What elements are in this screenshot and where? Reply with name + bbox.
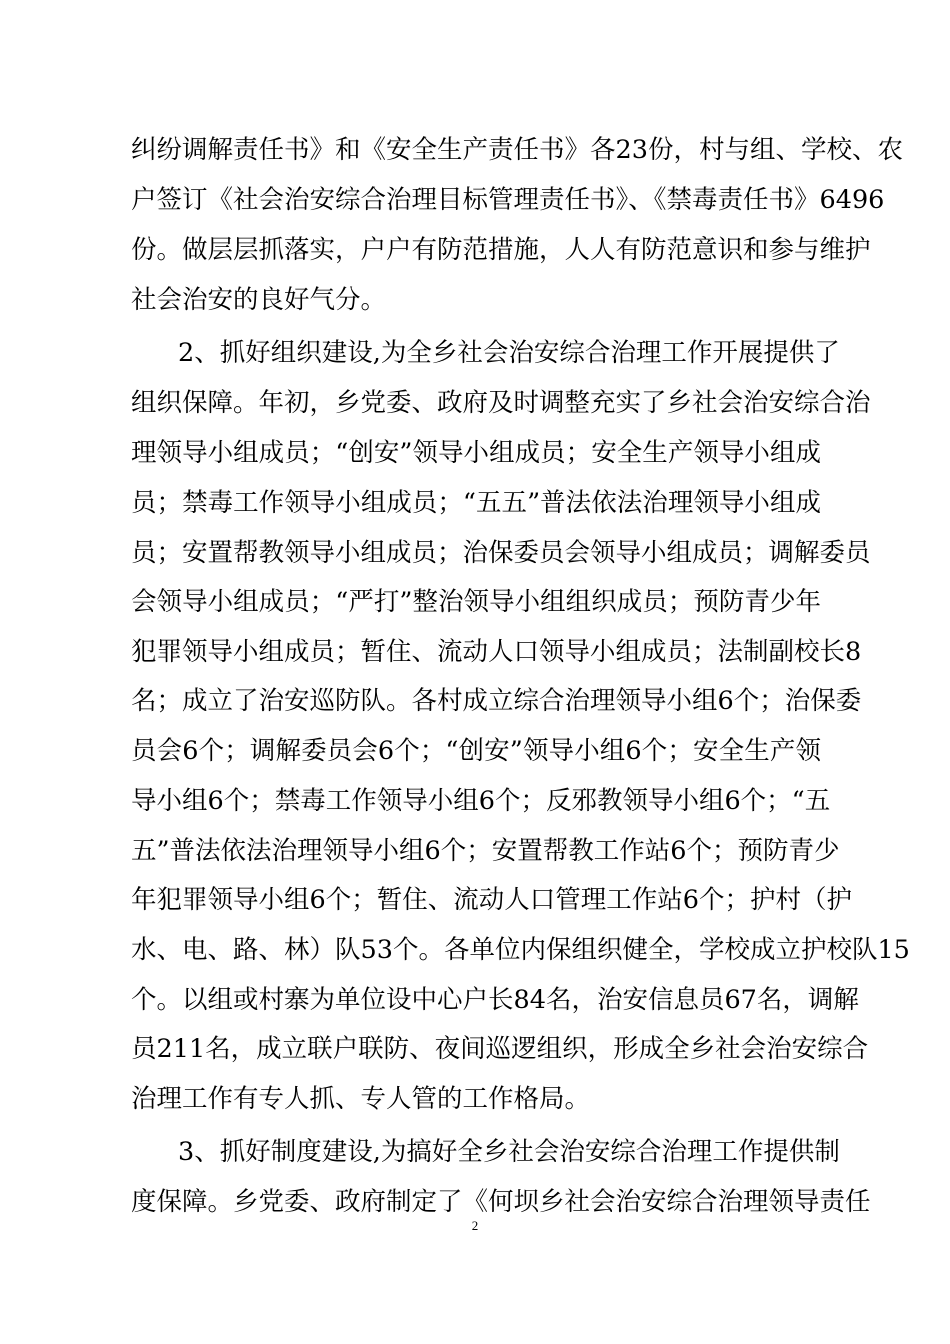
text-line: 员会6个；调解委员会6个；“创安”领导小组6个；安全生产领: [131, 736, 821, 766]
text-line: 治理工作有专人抓、专人管的工作格局。: [131, 1084, 591, 1114]
text-line: 会领导小组成员；“严打”整治领导小组组织成员；预防青少年: [131, 587, 821, 617]
text-line: 员；安置帮教领导小组成员；治保委员会领导小组成员；调解委员: [131, 538, 871, 568]
text-line: 名；成立了治安巡防队。各村成立综合治理领导小组6个；治保委: [131, 686, 862, 716]
page-number: 2: [471, 1218, 479, 1233]
text-line: 水、电、路、林）队53个。各单位内保组织健全，学校成立护校队15: [131, 935, 910, 965]
paragraph-first-line: 3、抓好制度建设,为搞好全乡社会治安综合治理工作提供制: [178, 1137, 840, 1167]
text-line: 犯罪领导小组成员；暂住、流动人口领导小组成员；法制副校长8: [131, 637, 862, 667]
paragraph-first-line: 2、抓好组织建设,为全乡社会治安综合治理工作开展提供了: [178, 338, 840, 368]
text-line: 理领导小组成员；“创安”领导小组成员；安全生产领导小组成: [131, 438, 821, 468]
text-line: 五”普法依法治理领导小组6个；安置帮教工作站6个；预防青少: [131, 836, 840, 866]
text-line: 纠纷调解责任书》和《安全生产责任书》各23份，村与组、学校、农: [131, 135, 903, 165]
text-line: 度保障。乡党委、政府制定了《何坝乡社会治安综合治理领导责任: [131, 1187, 871, 1217]
text-line: 户签订《社会治安综合治理目标管理责任书》、《禁毒责任书》6496: [131, 185, 885, 215]
text-line: 社会治安的良好气分。: [131, 285, 387, 315]
text-line: 份。做层层抓落实，户户有防范措施，人人有防范意识和参与维护: [131, 235, 871, 265]
text-line: 员211名，成立联户联防、夜间巡逻组织，形成全乡社会治安综合: [131, 1034, 869, 1064]
text-line: 员；禁毒工作领导小组成员；“五五”普法依法治理领导小组成: [131, 488, 821, 518]
text-line: 个。以组或村寨为单位设中心户长84名，治安信息员67名，调解: [131, 985, 859, 1015]
text-line: 导小组6个；禁毒工作领导小组6个；反邪教领导小组6个；“五: [131, 786, 831, 816]
text-line: 组织保障。年初，乡党委、政府及时调整充实了乡社会治安综合治: [131, 388, 871, 418]
text-line: 年犯罪领导小组6个；暂住、流动人口管理工作站6个；护村（护: [131, 885, 852, 915]
